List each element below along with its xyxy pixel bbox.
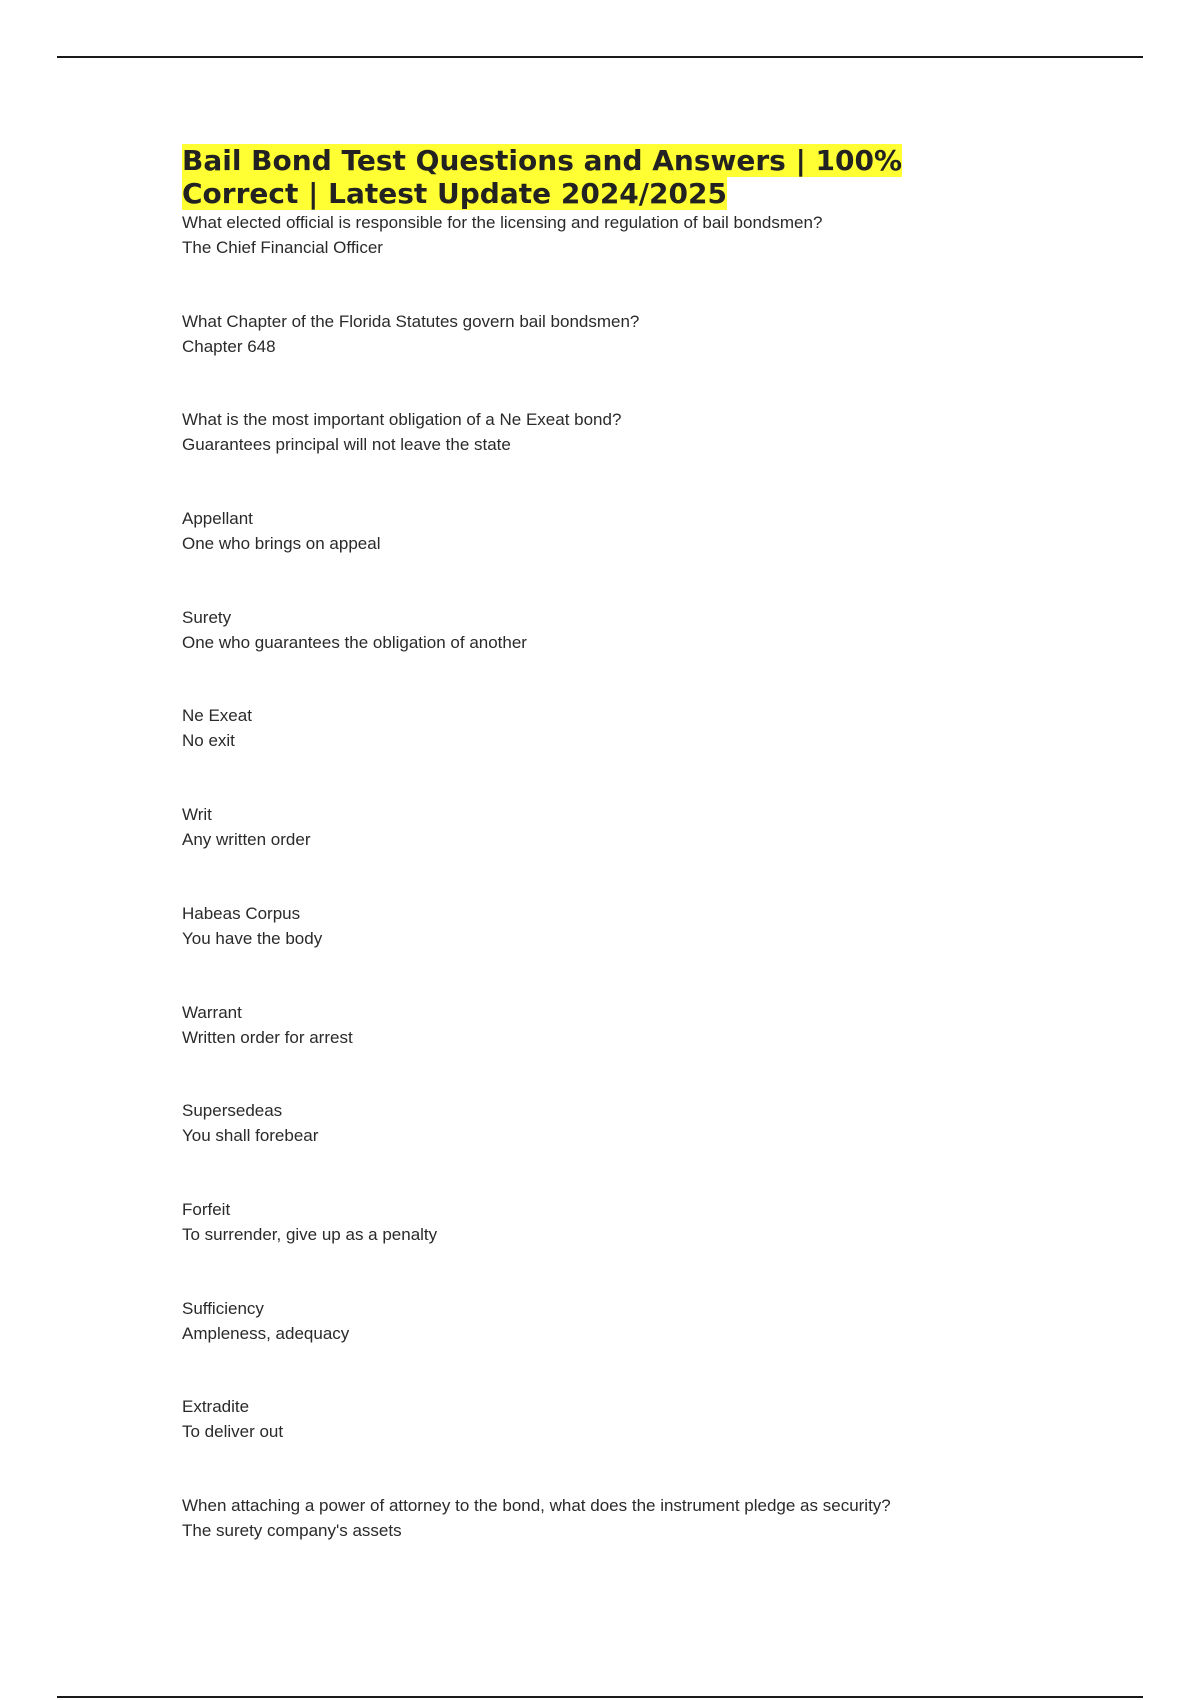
qa-item xyxy=(182,901,1002,1000)
answer-text: You have the body xyxy=(182,928,323,948)
answer-text: Guarantees principal will not leave the state xyxy=(182,435,511,455)
question-text: Sufficiency xyxy=(182,1298,264,1318)
answer-text: One who guarantees the obligation of another xyxy=(182,632,527,652)
qa-item xyxy=(182,407,1002,506)
question-text: Ne Exeat xyxy=(182,706,252,726)
answer-text: Any written order xyxy=(182,830,311,850)
answer-text: One who brings on appeal xyxy=(182,534,381,554)
qa-item xyxy=(182,1197,1002,1296)
answer-text: No exit xyxy=(182,731,235,751)
question-text: Surety xyxy=(182,607,232,627)
answer-text: Written order for arrest xyxy=(182,1027,353,1047)
document-title xyxy=(182,144,1002,210)
answer-text: Ampleness, adequacy xyxy=(182,1323,350,1343)
question-text: Habeas Corpus xyxy=(182,903,301,923)
question-text: What elected official is responsible for the licensing and regulation of bail bondsmen? xyxy=(182,213,823,232)
footer-rule xyxy=(57,1696,1143,1698)
qa-item xyxy=(182,1296,1002,1395)
question-text: Extradite xyxy=(182,1397,250,1417)
qa-item xyxy=(182,802,1002,901)
answer-text: You shall forebear xyxy=(182,1126,319,1146)
answer-text: The surety company's assets xyxy=(182,1520,402,1540)
document-body xyxy=(182,144,1002,1592)
question-text: Forfeit xyxy=(182,1199,231,1219)
qa-item xyxy=(182,309,1002,408)
question-text: What Chapter of the Florida Statutes govern bail bondsmen? xyxy=(182,311,640,331)
qa-item xyxy=(182,1000,1002,1099)
question-text: Warrant xyxy=(182,1002,242,1022)
question-text: Writ xyxy=(182,805,212,825)
title-line-1: Bail Bond Test Questions and Answers | 100% xyxy=(182,144,903,177)
qa-item xyxy=(182,1394,1002,1493)
answer-text: To deliver out xyxy=(182,1422,284,1442)
answer-text: Chapter 648 xyxy=(182,336,276,356)
qa-item xyxy=(182,210,1002,309)
qa-item xyxy=(182,1493,1002,1592)
question-text: What is the most important obligation of a Ne Exeat bond? xyxy=(182,410,622,430)
question-text: When attaching a power of attorney to the bond, what does the instrument pledge as security? xyxy=(182,1495,891,1515)
answer-text: The Chief Financial Officer xyxy=(182,238,383,257)
qa-item xyxy=(182,605,1002,704)
qa-item xyxy=(182,703,1002,802)
question-text: Appellant xyxy=(182,509,253,529)
answer-text: To surrender, give up as a penalty xyxy=(182,1224,438,1244)
title-line-2: Correct | Latest Update 2024/2025 xyxy=(182,177,727,210)
question-text: Supersedeas xyxy=(182,1101,283,1121)
qa-item xyxy=(182,506,1002,605)
header-rule xyxy=(57,56,1143,58)
qa-item xyxy=(182,1098,1002,1197)
